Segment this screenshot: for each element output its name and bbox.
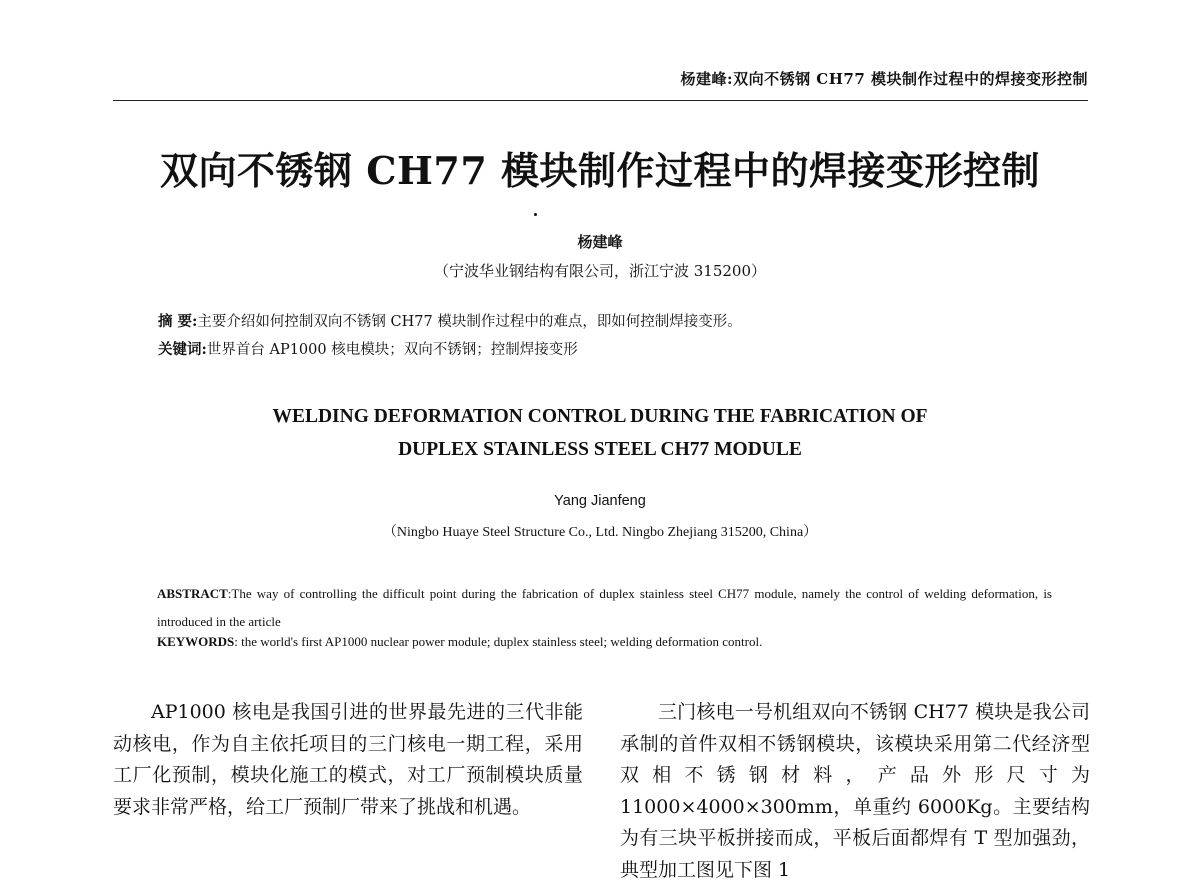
paper-title-cn: 双向不锈钢 CH77 模块制作过程中的焊接变形控制 — [160, 148, 1040, 193]
paper-title-en-line2: DUPLEX STAINLESS STEEL CH77 MODULE — [398, 439, 802, 460]
abstract-en-text: :The way of controlling the difficult point during the fabrication of duplex stainless steel CH77 module, namely the control of welding deformation, is introduced in the article — [157, 586, 1052, 629]
body-column-left: AP1000 核电是我国引进的世界最先进的三代非能动核电，作为自主依托项目的三门核电一期工程，采用工厂化预制，模块化施工的模式，对工厂预制模块质量要求非常严格，给工厂预制厂带来了挑战和机遇。 — [113, 701, 583, 818]
affiliation-en: （Ningbo Huaye Steel Structure Co., Ltd. Ningbo Zhejiang 315200, China） — [382, 525, 818, 540]
keywords-cn-text: 世界首台 AP1000 核电模块；双向不锈钢；控制焊接变形 — [206, 342, 578, 358]
keywords-cn — [158, 338, 578, 359]
title-dot — [534, 213, 537, 216]
abstract-cn-text: 主要介绍如何控制双向不锈钢 CH77 模块制作过程中的难点，即如何控制焊接变形。 — [197, 314, 742, 330]
keywords-en-text: : the world's first AP1000 nuclear power module; duplex stainless steel; welding deformation control. — [234, 634, 763, 649]
running-head: 杨建峰:双向不锈钢 CH77 模块制作过程中的焊接变形控制 — [680, 70, 1088, 88]
paper-title-en — [0, 400, 1200, 466]
affiliation-cn: （宁波华业钢结构有限公司，浙江宁波 315200） — [433, 262, 767, 280]
header-rule — [113, 100, 1088, 101]
keywords-en-label: KEYWORDS — [157, 634, 235, 649]
keywords-cn-label: 关键词: — [158, 341, 207, 358]
author-en: Yang Jianfeng — [554, 493, 646, 509]
abstract-cn — [158, 310, 742, 331]
author-cn: 杨建峰 — [577, 233, 623, 251]
paper-title-en-line1: WELDING DEFORMATION CONTROL DURING THE FABRICATION OF — [272, 406, 928, 427]
abstract-en — [157, 580, 1052, 636]
abstract-cn-label: 摘 要: — [158, 313, 198, 330]
abstract-en-label: ABSTRACT — [157, 586, 228, 601]
keywords-en — [157, 634, 1052, 650]
body-column-right: 三门核电一号机组双向不锈钢 CH77 模块是我公司承制的首件双相不锈钢模块，该模块采用第二代经济型双相不锈钢材料，产品外形尺寸为 11000×4000×300mm，单重约 6000Kg。主要结构为有三块平板拼接而成，平板后面都焊有 T 型加强劲，典型加工图见下图 1 — [620, 701, 1090, 881]
